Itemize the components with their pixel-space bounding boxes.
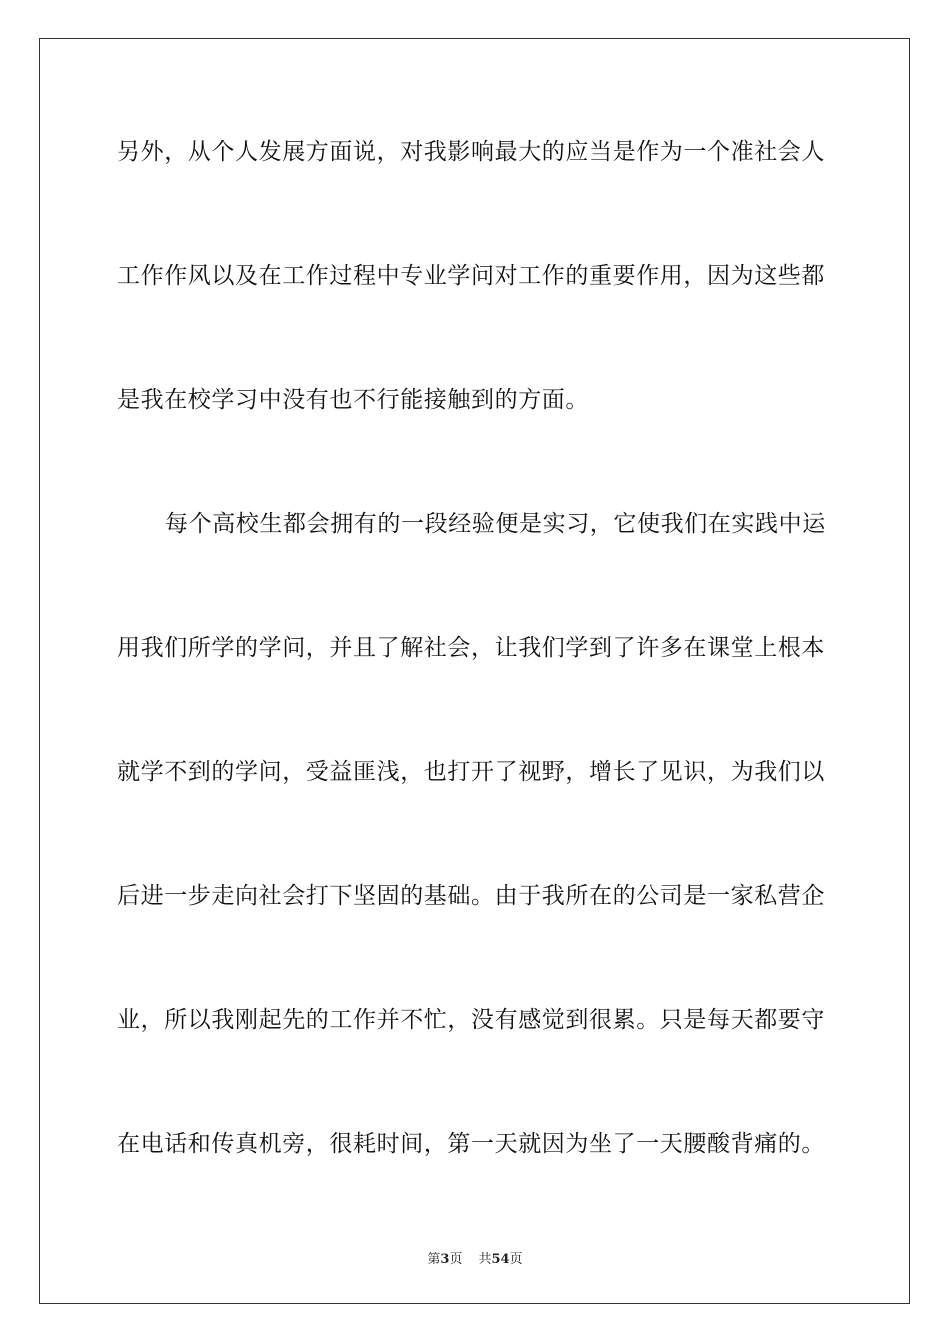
text-line: 在电话和传真机旁，很耗时间，第一天就因为坐了一天腰酸背痛的。 bbox=[117, 1131, 825, 1157]
text-line: 就学不到的学问，受益匪浅，也打开了视野，增长了见识，为我们以 bbox=[117, 759, 825, 785]
text-line: 工作作风以及在工作过程中专业学问对工作的重要作用，因为这些都 bbox=[117, 263, 825, 289]
total-suffix: 页 bbox=[509, 1252, 523, 1267]
text-line: 是我在校学习中没有也不行能接触到的方面。 bbox=[117, 387, 589, 413]
page-prefix: 第 bbox=[427, 1252, 441, 1267]
total-pages: 54 bbox=[491, 1252, 510, 1267]
page-footer bbox=[0, 1248, 950, 1267]
text-line: 另外，从个人发展方面说，对我影响最大的应当是作为一个准社会人 bbox=[117, 139, 825, 165]
page-suffix: 页 bbox=[449, 1252, 463, 1267]
page-number: 3 bbox=[440, 1252, 450, 1267]
text-line: 后进一步走向社会打下坚固的基础。由于我所在的公司是一家私营企 bbox=[117, 883, 825, 909]
paragraph-first-line: 每个高校生都会拥有的一段经验便是实习，它使我们在实践中运 bbox=[165, 511, 826, 537]
text-line: 用我们所学的学问，并且了解社会，让我们学到了许多在课堂上根本 bbox=[117, 635, 825, 661]
total-prefix: 共 bbox=[478, 1252, 492, 1267]
page-border bbox=[39, 38, 910, 1304]
text-line: 业，所以我刚起先的工作并不忙，没有感觉到很累。只是每天都要守 bbox=[117, 1007, 825, 1033]
